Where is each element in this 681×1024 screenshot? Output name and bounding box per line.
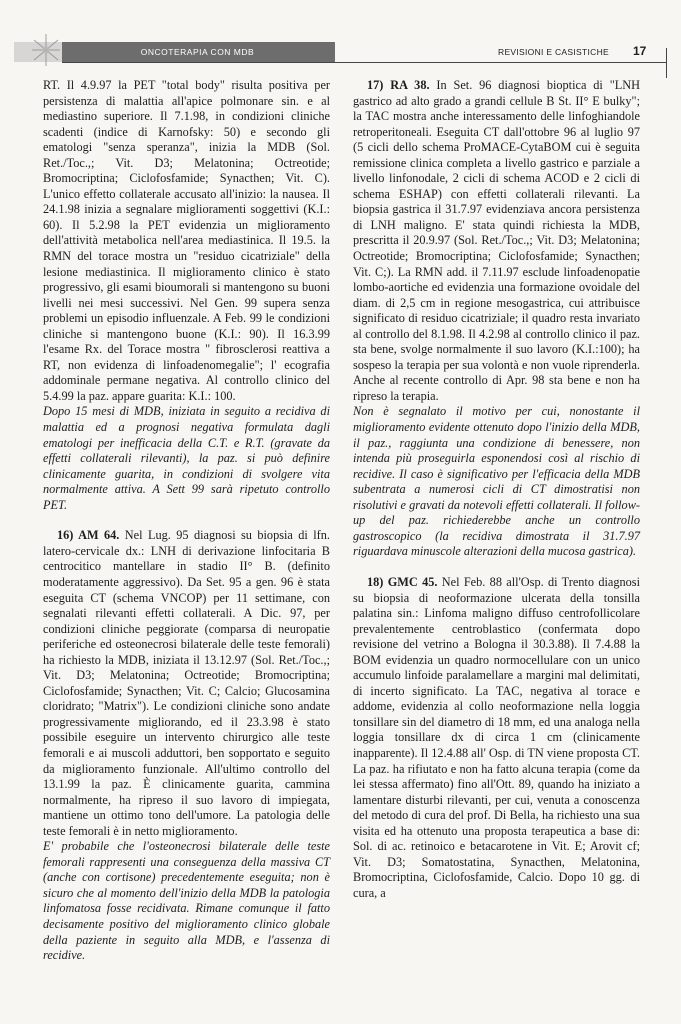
page-header — [0, 0, 681, 70]
case18-id: 18) GMC 45. — [367, 574, 438, 589]
case17-id: 17) RA 38. — [367, 78, 430, 92]
case18-text: Nel Feb. 88 all'Osp. di Trento diagnosi su biopsia di neoformazione ulcerata della tonsilla palatina sin.: Linfoma maligno diffuso centrofollicolare prevalentemente centroblastico (confermata dopo revisione del vetrino a Bologna il 30.3.88). Il 7.4.88 la BOM evidenzia un quadro normocellulare con un unico accumulo linfoide paralamellare a margini mal delimitati, di incerto significato. La TAC, negativa al torace e addome, evidenzia al collo neoformazione nella loggia tonsillare sin del diametro di 18 mm, ed una analoga nella loggia tonsillare dx di circa 1 cm (clinicamente inapparente). Il 12.4.88 all' Osp. di TN viene proposta CT. La paz. ha rifiutato e non ha fatto alcuna terapia (come da lei stessa affermato) fino all'Ott. 89, quando ha iniziato a lamentare disturbi rilevanti, per cui, venuta a conoscenza del metodo di cura del prof. Di Bella, ha richiesto una sua visita ed ha ottenuto una proposta terapeutica a base di: Sol. di ac. retinoico e betacarotene in Vit. E; Arovit cf; Vit. D3; Somatostatina, Synacthen, Melatonina, Bromocriptina, Ciclofosfamide, Calcio. Dopo 10 gg. di cura, a — [353, 574, 640, 900]
case16-id: 16) AM 64. — [57, 528, 120, 543]
case17-paragraph — [353, 78, 640, 404]
section-label: REVISIONI E CASISTICHE — [498, 47, 609, 57]
case16-text: Nel Lug. 95 diagnosi su biopsia di lfn. latero-cervicale dx.: LNH di derivazione linfocitaria B centrocitico mantellare in stadio II° B. (definito moderatamente aggressivo). Da Set. 95 a gen. 96 è stata eseguita CT (schema VNCOP) per 11 settimane, con segnalati rilevanti effetti collaterali. A Dic. 97, per condizioni cliniche peggiorate (comparsa di neuropatie periferiche ed osteonecrosi bilaterale delle teste femorali) ha richiesto la MDB, iniziata il 13.12.97 (Sol. Ret./Toc.,; Vit. D3; Melatonina; Octreotide; Bromocriptina; Ciclofosfamide; Synacthen; Vit. C; Calcio; Glucosamina cloridrato; "Matrix"). Le condizioni cliniche sono andate progressivamente migliorando, ed il 23.3.98 è stato possibile eseguire un intervento chirurgico alle teste femorali e ai muscoli adduttori, ben sopportato e seguito da miglioramento funzionale. All'ultimo controllo del 13.1.99 la paz. È clinicamente guarita, cammina normalmente, ha ripreso il suo lavoro di impiegata, mantiene un ottimo tono dell'umore. La patologia delle teste femorali è in netto miglioramento. — [43, 528, 330, 838]
case17-commentary: Non è segnalato il motivo per cui, nonostante il miglioramento evidente ottenuto dopo l'inizio della MDB, il paz., raggiunta una condizione di benessere, non intenda più proseguirla esponendosi così al rischio di recidive. Il caso è significativo per l'efficacia della MDB subentrata a numerosi cicli di CT dimostratisi non risolutivi e gravati da notevoli effetti collaterali. Il follow-up del paz. richiederebbe anche un controllo gastroscopico (la recidiva dimostrata il 31.7.97 riguardava minuscole alterazioni della mucosa gastrica). — [353, 404, 640, 559]
right-column — [353, 78, 640, 901]
journal-section-title: ONCOTERAPIA CON MDB — [140, 47, 255, 57]
case17-text: In Set. 96 diagnosi bioptica di "LNH gastrico ad alto grado a grandi cellule B St. II° E bulky"; la TAC mostra anche interessamento delle linfoghiandole retroperitoneali. Eseguita CT dall'ottobre 96 al luglio 97 (5 cicli dello schema ProMACE-CytaBOM cui è seguita remissione clinica completa a livello gastrico e parziale a livello linfonodale, 2 cicli di schema ACOD e 2 cicli di schema ESHAP) con effetti collaterali rilevanti. La biopsia gastrica il 31.7.97 evidenziava ancora persistenza di LNH maligno. E' stata quindi richiesta la MDB, prescritta il 20.9.97 (Sol. Ret./Toc.,; Vit. D3; Melatonina; Octreotide; Bromocriptina; Ciclofosfamide; Synacthen; Vit. C;). La RMN add. il 7.11.97 esclude linfoadenopatie lombo-aortiche ed evidenzia una formazione ovoidale del diam. di 2,5 cm in regione mesogastrica, cui attribuisce significato di residuo cicatriziale; il quadro resta invariato al controllo del 8.1.98. Il 4.2.98 al controllo clinico il paz. sta bene, svolge normalmente il suo lavoro (K.I.:100); ha sospeso la terapia per sua volontà e non vuole riprenderla. Anche al recente controllo di Apr. 98 sta bene e non ha ripreso la terapia. — [353, 78, 640, 403]
page-edge-rule — [666, 48, 667, 78]
case15-continuation: RT. Il 4.9.97 la PET "total body" risulta positiva per persistenza di malattia all'apice polmonare sin. e al mediastino superiore. Il 7.1.98, in condizioni cliniche scadenti (indice di Karnofsky: 50) e secondo gli ematologi "senza speranza", inizia la MDB (Sol. Ret./Toc.,; Vit. D3; Melatonina; Octreotide; Bromocriptina; Ciclofosfamide; Synacthen; Vit. C). L'unico effetto collaterale accusato all'inizio: la nausea. Il 24.1.98 inizia a segnalare miglioramenti soggettivi (K.I.: 60). Il 5.2.98 la PET evidenzia un miglioramento dell'attività metabolica nell'area mediastinica. Il 19.5. la RMN del torace mostra un "residuo cicatriziale" della lesione mediastinica. Il miglioramento clinico è stato progressivo, gli esami bioumorali si mantengono su buoni livelli nei mesi successivi. Nel Gen. 99 supera senza problemi un episodio influenzale. A Feb. 99 le condizioni cliniche si mantengono buone (K.I.: 90). Il 16.3.99 l'esame Rx. del Torace mostra " fibrosclerosi reattiva a RT, non evidenza di linfoadenomegalie"; l' ecografia addominale permane negativa. Al controllo clinico del 5.4.99 la paz. appare guarita: K.I.: 100. — [43, 78, 330, 403]
page-number: 17 — [633, 44, 647, 58]
case15-commentary: Dopo 15 mesi di MDB, iniziata in seguito a recidiva di malattia ed a prognosi negativa formulata dagli ematologi per inefficacia della C.T. e R.T. (gravate da effetti collaterali rilevanti), la paz. si può definire clinicamente guarita, in condizioni di svolgere vita normalmente attiva. A Sett 99 sarà ripetuto controllo PET. — [43, 404, 330, 512]
case18-paragraph — [353, 575, 640, 901]
case16-paragraph — [43, 528, 330, 839]
case16-commentary: E' probabile che l'osteonecrosi bilaterale delle teste femorali rappresenti una conseguenza della massiva CT (anche con cortisone) precedentemente eseguita; non è sicuro che al momento dell'inizio della MDB la patologia linfomatosa fosse recidivata. Rimane comunque il fatto decisamente positivo del miglioramento clinico globale della paziente in seguito alla MDB, e l'assenza di recidive. — [43, 839, 330, 963]
left-column — [43, 78, 330, 964]
header-divider — [62, 62, 667, 63]
